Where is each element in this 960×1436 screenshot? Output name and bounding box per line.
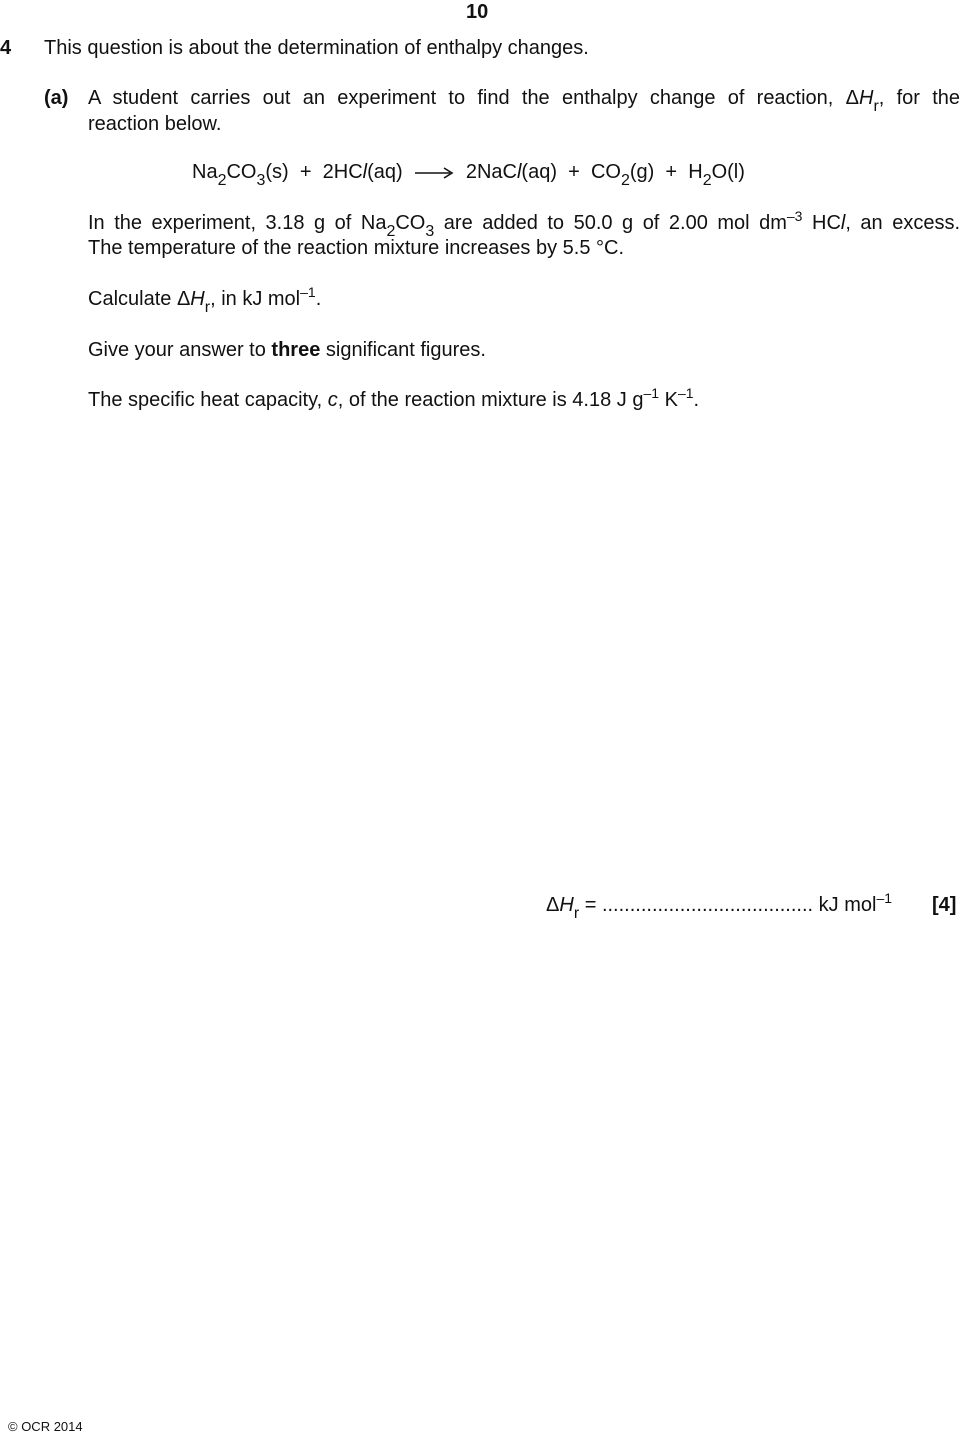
part-a-intro-line1 (88, 86, 960, 115)
delta-symbol: Δ (546, 894, 560, 916)
eq-plus: + (299, 161, 312, 183)
calc-text: , in kJ mol (210, 288, 301, 310)
shc-text: , of the reaction mixture is 4.18 J g (337, 389, 644, 411)
shc-text: K (659, 389, 678, 411)
exp-sub: 2 (386, 223, 396, 240)
shc-text: . (693, 389, 700, 411)
intro-text-start: A student carries out an experiment to find the enthalpy change of reaction, (88, 87, 846, 109)
question-stem: This question is about the determination of enthalpy changes. (44, 37, 589, 59)
copyright-footer: © OCR 2014 (8, 1419, 83, 1434)
intro-text-end: , for the (878, 87, 960, 109)
eq-sub: 2 (620, 172, 630, 189)
eq-state: (aq) (367, 161, 403, 183)
give-text: Give your answer to (88, 339, 272, 361)
reaction-subscript: r (204, 299, 211, 316)
eq-plus: + (568, 161, 580, 183)
answer-equals: = (579, 894, 602, 916)
eq-state: (g) (629, 161, 655, 183)
eq-sub: 2 (702, 172, 712, 189)
eq-nacl: 2NaC (465, 161, 517, 183)
experiment-line1 (88, 208, 960, 240)
eq-na: Na (192, 161, 218, 183)
eq-hcl: 2HC (322, 161, 363, 183)
specific-heat-capacity (88, 385, 700, 413)
shc-text: The specific heat capacity, (88, 389, 328, 411)
exp-text: , an excess. (845, 212, 960, 234)
chemical-equation (192, 160, 745, 189)
exp-sup: –3 (786, 208, 803, 224)
eq-co: CO (226, 161, 257, 183)
eq-l: l (362, 161, 368, 183)
enthalpy-symbol: H (190, 288, 205, 310)
reaction-arrow-icon (414, 166, 454, 180)
exp-l: l (840, 212, 846, 234)
marks-badge: [4] (932, 894, 957, 916)
exp-sub: 3 (425, 223, 435, 240)
delta-symbol: Δ (845, 87, 859, 109)
question-number: 4 (0, 37, 12, 59)
enthalpy-symbol: H (859, 87, 874, 109)
exp-text: HC (802, 212, 841, 234)
reaction-subscript: r (873, 98, 879, 115)
answer-sup: –1 (876, 890, 893, 906)
eq-h: H (688, 161, 703, 183)
eq-state: (s) (265, 161, 289, 183)
part-label: (a) (44, 87, 69, 109)
part-a-intro-line2: reaction below. (88, 113, 222, 135)
eq-state: (aq) (521, 161, 557, 183)
calc-sup: –1 (300, 284, 316, 300)
exp-text: are added to 50.0 g of 2.00 mol dm (434, 212, 787, 234)
delta-symbol: Δ (176, 288, 191, 310)
calculate-instruction (88, 284, 322, 316)
eq-sub: 2 (217, 172, 227, 189)
experiment-line2: The temperature of the reaction mixture increases by 5.5 °C. (88, 237, 625, 259)
exp-text: In the experiment, 3.18 g of Na (88, 212, 387, 234)
exp-text: CO (395, 212, 426, 234)
enthalpy-symbol: H (559, 894, 574, 916)
eq-water: O(l) (711, 161, 745, 183)
answer-blank[interactable]: ...................................... (601, 894, 814, 916)
reaction-subscript: r (573, 905, 580, 922)
give-text: significant figures. (320, 339, 486, 361)
eq-sub: 3 (256, 172, 266, 189)
page-number: 10 (466, 1, 489, 23)
answer-unit: kJ mol (813, 894, 877, 916)
calc-text: Calculate (88, 288, 177, 310)
significant-figures-instruction (88, 338, 486, 362)
eq-co2: CO (590, 161, 621, 183)
eq-l: l (516, 161, 522, 183)
shc-c: c (327, 389, 338, 411)
answer-line (546, 890, 893, 922)
shc-sup: –1 (643, 385, 660, 401)
shc-sup: –1 (677, 385, 694, 401)
calc-text: . (315, 288, 322, 310)
eq-plus: + (665, 161, 678, 183)
give-bold: three (271, 339, 321, 361)
